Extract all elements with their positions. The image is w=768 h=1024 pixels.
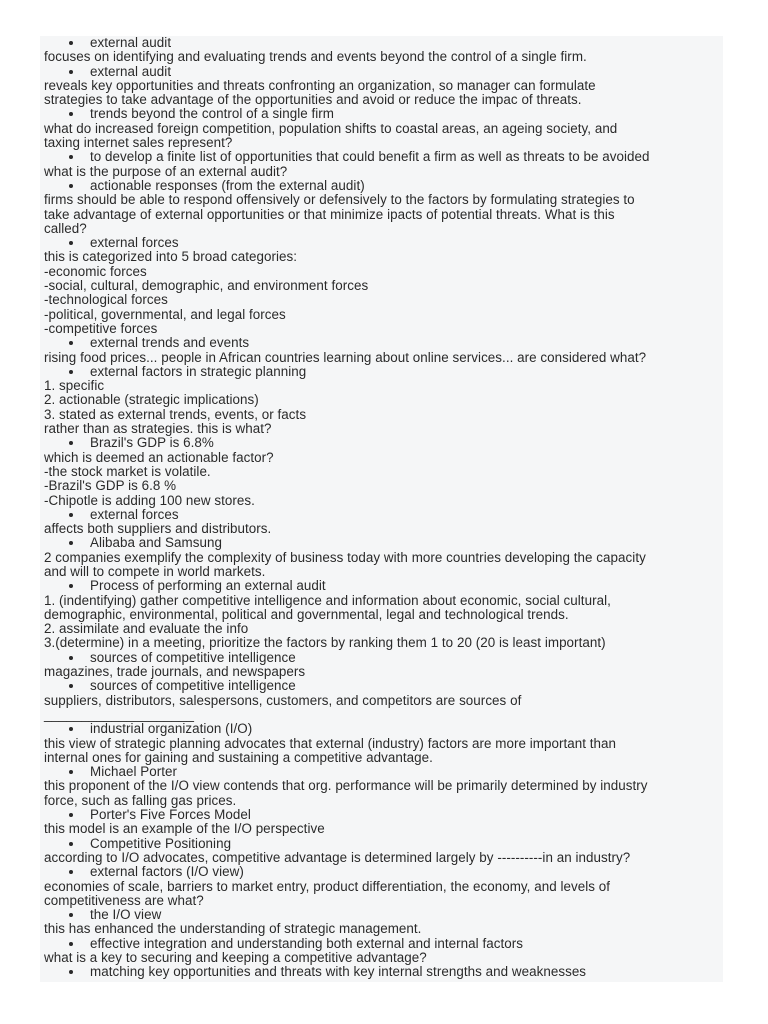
flashcard-answer: matching key opportunities and threats with key internal strengths and weaknesses — [44, 965, 723, 979]
flashcard-question: which is deemed an actionable factor? -the stock market is volatile. -Brazil's GDP is 6.8 % -Chipotle is adding 100 new stores. — [44, 449, 274, 508]
flashcard-answer: external forces — [44, 508, 723, 522]
flashcard-question: this proponent of the I/O view contends that org. performance will be primarily determined by industry force, such as falling gas prices. — [44, 778, 648, 808]
flashcard-question: 2 companies exemplify the complexity of business today with more countries developing the capacity and will to compete in world markets. — [44, 549, 646, 579]
flashcard-question: magazines, trade journals, and newspapers — [44, 664, 306, 680]
flashcard-question: reveals key opportunities and threats confronting an organization, so manager can formulate strategies to take advantage of the opportunities and avoid or reduce the impac of threats. — [44, 77, 596, 108]
flashcard-answer: Brazil's GDP is 6.8% — [44, 436, 723, 450]
flashcard-answer: external forces — [44, 236, 723, 250]
flashcard-question: what do increased foreign competition, population shifts to coastal areas, an ageing society, and taxing internet sales represent? — [44, 120, 618, 151]
flashcard-question: according to I/O advocates, competitive advantage is determined largely by ----------in an industry? — [44, 849, 631, 865]
flashcard-question: 1. (indentifying) gather competitive intelligence and information about economic, social cultural, demographic, environmental, political and governmental, legal and technological trends. 2. assimilate and evaluate the info 3.(determine) in a meeting, prioritize the factors by ranking them 1 to 20 (20 is least important) — [44, 592, 611, 651]
flashcard-question: this view of strategic planning advocates that external (industry) factors are more important than internal ones for gaining and sustaining a competitive advantage. — [44, 735, 617, 765]
flashcard-answer: sources of competitive intelligence — [44, 651, 723, 665]
flashcard-question: suppliers, distributors, salespersons, customers, and competitors are sources of ____________________ — [44, 692, 522, 722]
flashcard-answer: Michael Porter — [44, 765, 723, 779]
flashcard-answer: Porter's Five Forces Model — [44, 808, 723, 822]
flashcard-question: this model is an example of the I/O perspective — [44, 821, 325, 837]
flashcard-answer: Competitive Positioning — [44, 837, 723, 851]
flashcard-answer: Process of performing an external audit — [44, 579, 723, 593]
flashcard-question: this is categorized into 5 broad categories: -economic forces -social, cultural, demographic, and environment forces -technological forces -political, governmental, and legal forces -competitive forces — [44, 249, 369, 336]
flashcard-question: economies of scale, barriers to market entry, product differentiation, the economy, and levels of competitiveness are what? — [44, 878, 611, 908]
flashcard-answer: industrial organization (I/O) — [44, 722, 723, 736]
flashcard-answer: external factors in strategic planning — [44, 365, 723, 379]
flashcard-question: affects both suppliers and distributors. — [44, 521, 272, 537]
flashcard-question: what is a key to securing and keeping a competitive advantage? — [44, 950, 427, 965]
flashcard-question: focuses on identifying and evaluating trends and events beyond the control of a single firm. — [44, 49, 587, 65]
flashcard-answer: actionable responses (from the external audit) — [44, 179, 723, 193]
flashcard-question: this has enhanced the understanding of strategic management. — [44, 921, 422, 937]
flashcard-answer: Alibaba and Samsung — [44, 536, 723, 550]
flashcard-answer: the I/O view — [44, 908, 723, 922]
flashcard-list — [40, 36, 723, 980]
flashcard-question: rising food prices... people in African countries learning about online services... are considered what? — [44, 349, 647, 365]
flashcard-answer: sources of competitive intelligence — [44, 679, 723, 693]
flashcard-answer: to develop a finite list of opportunities that could benefit a firm as well as threats to be avoided — [44, 150, 723, 164]
flashcard-question: 1. specific 2. actionable (strategic implications) 3. stated as external trends, events, or facts rather than as strategies. this is what? — [44, 378, 307, 437]
flashcard-answer: trends beyond the control of a single firm — [44, 107, 723, 121]
flashcard-answer: external audit — [44, 36, 723, 50]
flashcard-question: what is the purpose of an external audit? — [44, 163, 288, 179]
document-page — [40, 36, 723, 982]
flashcard-answer: external audit — [44, 65, 723, 79]
flashcard-question: firms should be able to respond offensively or defensively to the factors by formulating strategies to take advantage of external opportunities or that minimize ipacts of potential threats. What is this called? — [44, 192, 635, 236]
flashcard-answer: external factors (I/O view) — [44, 865, 723, 879]
flashcard-answer: external trends and events — [44, 336, 723, 350]
flashcard-answer: effective integration and understanding both external and internal factors — [44, 937, 723, 951]
